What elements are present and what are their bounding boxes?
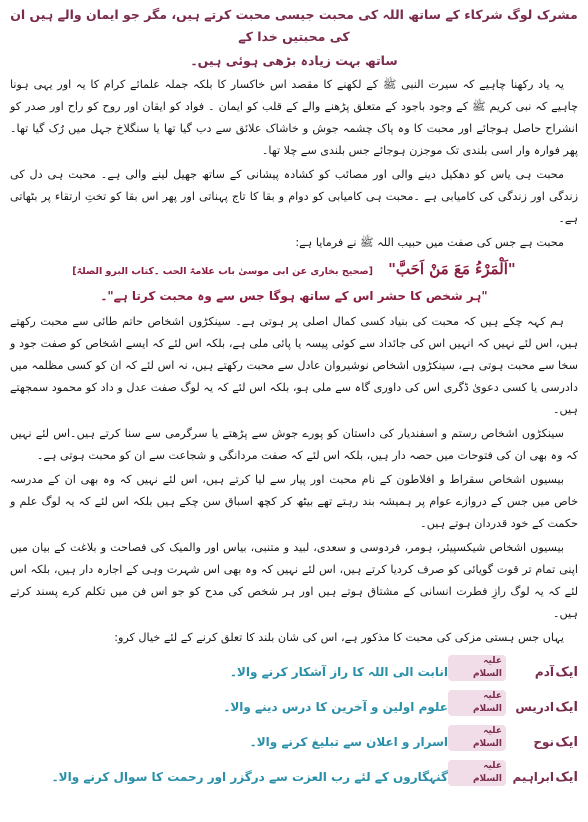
prophet-name: آدم [534, 665, 554, 679]
prophet-description: انابت الی اللہ کا راز آشکار کرنے والا۔ [229, 665, 448, 679]
paragraph-love: محبت ہی یاس کو دھکیل دینے والی اور مصائب کو کشادہ پیشانی کے ساتھ جھیل لینے والی ہے۔ محبت ہی دل کی زندگی اور زندگی کی کامیابی ہے ۔محبت ہی کامیابی کو دوام و بقا کا تاج پہناتی اور پھر اس بقا کو تختِ ارتقاء پر بٹھاتی ہے۔ [10, 168, 578, 225]
paragraph-hatim: ہم کہہ چکے ہیں کہ محبت کی بنیاد کسی کمال اصلی پر ہوتی ہے۔ سینکڑوں اشخاص حاتم طائی سے محبت رکھتے ہیں، اس لئے نہیں کہ انہیں اس کی جائداد سے کوئی پیسہ یا پائی ملی ہے، بلکہ اس لئے کہ ایسے اشخاص کو صفت جود و سخا سے محبت ہوتی ہے، سینکڑوں اشخاص نوشیروان عادل سے محبت رکھتے ہیں، نہ اس لئے کہ ان کو کسی مظلمہ میں دادرسی یا کسی دعویٰ ڈگری اس کی داوری گاہ سے ملی ہو، بلکہ اس لئے کہ یہ لوگ صفت عدل و داد کو محمود سمجھتے ہیں۔ [10, 315, 578, 416]
list-item-ek: ایک [555, 700, 578, 715]
list-item [10, 690, 578, 721]
list-item-ek: ایک [555, 735, 578, 750]
salutation-text: علیہ السلام [448, 655, 506, 681]
prophet-description: گنہگاروں کے لئے رب العزت سے درگزر اور رحمت کا سوال کرنے والا۔ [51, 770, 448, 784]
paragraph-purpose: یہ یاد رکھنا چاہیے کہ سیرت النبی ﷺ کے لکھنے کا مقصد اس خاکسار کا بلکہ جملہ علمائے کرام کا یہ اور یہی ہونا چاہیے کہ نبی کریم ﷺ کے وجود باجود کے متعلق پڑھنے والے کے قلب کو ایمان ۔ فواد کو ایقان اور روح کو راح اور صدر کو انشراح حاصل ہوجائے اور محبت کا وہ پاک چشمہ جوش و خاشاک علائق سے دب گیا تھا یا سنگلاخ جہل میں رُک گیا تھا۔ پھر فوارہ وار اسی بلندی تک موجزن ہوجائے جس بلندی سے چلا تھا۔ [10, 78, 578, 157]
hadith-reference: [صحیح بخاری عن ابی موسیٰ باب علامۃ الحب ۔کتاب البرو الصلۃ] [72, 266, 373, 277]
prophet-name: ابراہیم [512, 770, 554, 784]
list-item [10, 760, 578, 791]
paragraph-rustam: سینکڑوں اشخاص رستم و اسفندیار کی داستان کو پورے جوش سے پڑھتے یا سرگرمی سے سنا کرتے ہیں۔اس لئے نہیں کہ وہ بھی ان کی فتوحات میں حصہ دار ہیں، بلکہ اس لئے کہ صفت مردانگی و شجاعت سے ان کو محبت ہوتی ہے۔ [10, 427, 578, 462]
paragraph-poets: بیسیوں اشخاص شیکسپیئر، ہومر، فردوسی و سعدی، لبید و متنبی، بیاس اور والمیک کی فصاحت و بلاغت کے بیان میں اپنی تمام تر قوت گویائی کو صرف کردیا کرتے ہیں، اس لئے نہیں کہ وہ بھی اس شہرت وہی کے اجارہ دار ہیں، بلکہ اس لئے کہ یہ لوگ رازِ فطرت انسانی کے مشتاق ہوتے ہیں اور ہر شخص کی مدح کو جو اس فن میں تکلم کرے پسند کرتے ہیں۔ [10, 541, 578, 620]
prophet-list [10, 655, 578, 791]
hadith-arabic: "اَلْمَرْءُ مَعَ مَنْ اَحَبَّ" [388, 260, 516, 278]
heading-line-2: ساتھ بہت زیادہ بڑھی ہوئی ہیں۔ [190, 53, 398, 68]
salutation-text: علیہ السلام [448, 760, 506, 786]
hadith-translation: "ہر شخص کا حشر اس کے ساتھ ہوگا جس سے وہ محبت کرتا ہے"۔ [100, 289, 488, 303]
salutation-badge [448, 655, 506, 686]
salutation-text: علیہ السلام [448, 725, 506, 751]
prophet-name: نوح [533, 735, 554, 749]
prophet-description: علوم اولین و آخرین کا درس دینے والا۔ [223, 700, 448, 714]
prophet-name: ادریس [515, 700, 554, 714]
list-item-ek: ایک [555, 665, 578, 680]
paragraph-socrates: بیسیوں اشخاص سقراط و افلاطون کے نام محبت اور پیار سے لیا کرتے ہیں، اس لئے نہیں کہ وہ بھی ان کے مدرسہ خاص میں جس کے دروازے عوام پر ہمیشہ بند رہتے تھے بیٹھ کر کچھ اسباق سن چکے ہیں بلکہ اس لئے کہ یہ لوگ علم و حکمت کے خود قدردان ہوتے ہیں۔ [10, 473, 578, 530]
list-item-ek: ایک [555, 770, 578, 785]
paragraph-hadith-intro: محبت ہے جس کی صفت میں حبیب اللہ ﷺ نے فرمایا ہے: [295, 236, 564, 249]
list-item [10, 655, 578, 686]
prophet-description: اسرار و اعلان سے تبلیغ کرنے والا۔ [249, 735, 448, 749]
list-item [10, 725, 578, 756]
salutation-badge [448, 760, 506, 791]
paragraph-intro-list: یہاں جس ہستی مزکی کی محبت کا مذکور ہے، اس کی شان بلند کا تعلق کرنے کے لئے خیال کرو: [114, 631, 564, 644]
heading-line-1: مشرک لوگ شرکاء کے ساتھ اللہ کی محبت جیسی محبت کرتے ہیں، مگر جو ایمان والے ہیں ان کی محبتیں خدا کے [10, 7, 578, 44]
salutation-badge [448, 690, 506, 721]
hadith-quote [10, 256, 578, 285]
salutation-badge [448, 725, 506, 756]
salutation-text: علیہ السلام [448, 690, 506, 716]
